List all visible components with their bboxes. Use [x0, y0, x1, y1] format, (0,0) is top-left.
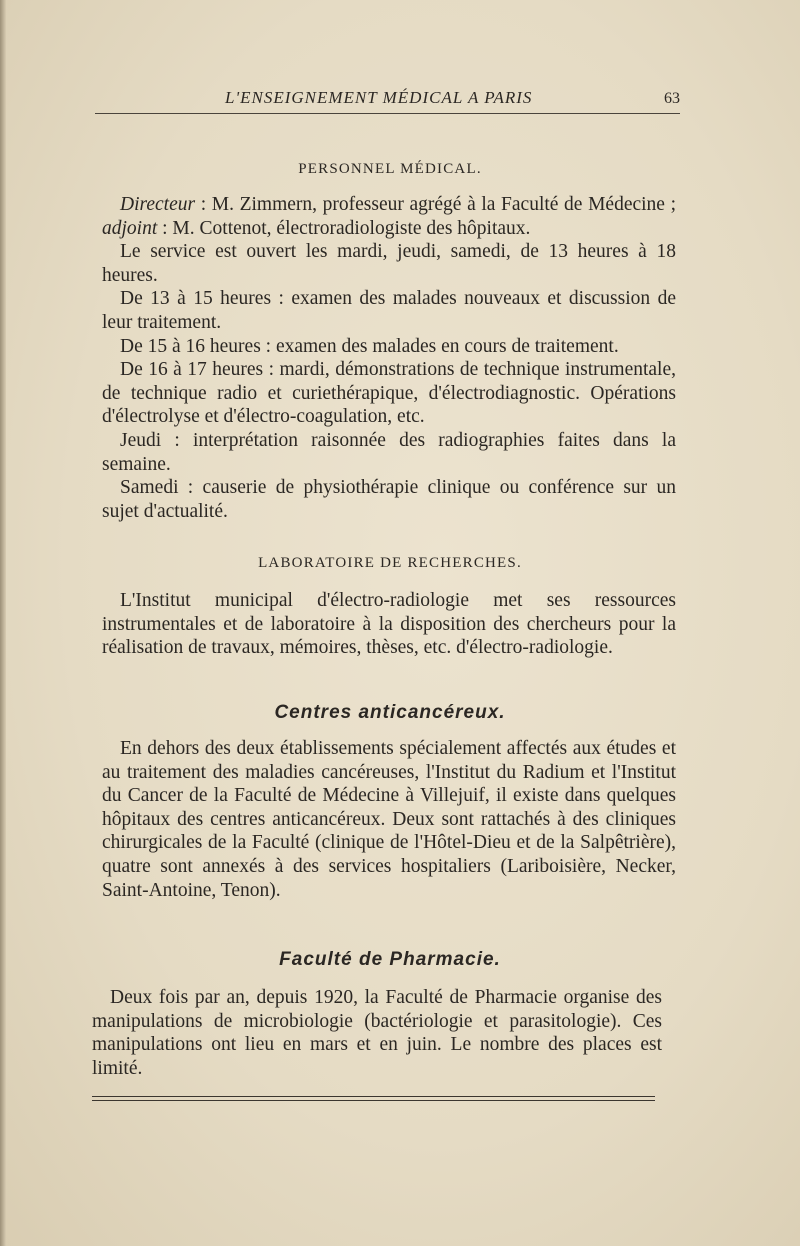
label-adjoint: adjoint: [102, 217, 158, 239]
paragraph-horaires: Le service est ouvert les mardi, jeudi, samedi, de 13 heures à 18 heures.: [102, 241, 676, 286]
heading-personnel-medical: PERSONNEL MÉDICAL.: [298, 161, 482, 177]
closing-rule-bottom: [92, 1100, 655, 1101]
heading-centres-anticancereux: Centres anticancéreux.: [274, 702, 506, 723]
centres-text-block: [102, 737, 676, 902]
header-rule: [95, 113, 680, 114]
paragraph-15-16: De 15 à 16 heures : examen des malades en cours de traitement.: [120, 335, 619, 357]
paragraph-institut-municipal: L'Institut municipal d'électro-radiologie met ses ressources instrumentales et de laboratoire à la disposition des chercheurs pour la réalisation de travaux, mémoires, thèses, etc. d'électro-radiologie.: [102, 590, 676, 659]
running-title: L'ENSEIGNEMENT MÉDICAL A PARIS: [225, 88, 533, 107]
paragraph-13-15: De 13 à 15 heures : examen des malades nouveaux et discussion de leur traitement.: [102, 288, 676, 333]
paragraph-centres: En dehors des deux établissements spécialement affectés aux études et au traitement des maladies cancéreuses, l'Institut du Radium et l'Institut du Cancer de la Faculté de Médecine à Villejuif, il existe dans quelques hôpitaux des centres anticancéreux. Deux sont rattachés à des cliniques chirurgicales de la Faculté (clinique de l'Hôtel-Dieu et de la Salpêtrière), quatre sont annexés à des services hospitaliers (Lariboisière, Necker, Saint-Antoine, Tenon).: [102, 738, 676, 901]
running-head: [95, 88, 680, 112]
adjoint-text: : M. Cottenot, électroradiologiste des hôpitaux.: [157, 217, 531, 239]
page-number: 63: [664, 90, 680, 107]
paragraph-samedi: Samedi : causerie de physiothérapie clinique ou conférence sur un sujet d'actualité.: [102, 477, 676, 522]
closing-rule-top: [92, 1096, 655, 1097]
directeur-text: : M. Zimmern, professeur agrégé à la Faculté de Médecine ;: [195, 194, 676, 215]
page-binding-edge: [0, 0, 6, 1246]
paragraph-jeudi: Jeudi : interprétation raisonnée des radiographies faites dans la semaine.: [102, 429, 676, 475]
pharmacie-text-block: [92, 986, 662, 1080]
heading-laboratoire: LABORATOIRE DE RECHERCHES.: [258, 555, 522, 571]
laboratoire-text-block: [102, 589, 676, 660]
paragraph-directeur: [102, 193, 676, 240]
paragraph-16-17: De 16 à 17 heures : mardi, démonstrations de technique instrumentale, de technique radio et curiethérapique, d'électrodiagnostic. Opérations d'électrolyse et d'électro-coagulation, etc.: [102, 359, 676, 428]
paragraph-pharmacie: Deux fois par an, depuis 1920, la Faculté de Pharmacie organise des manipulations de microbiologie (bactériologie et parasitologie). Ces manipulations ont lieu en mars et en juin. Le nombre des places est limité.: [92, 987, 662, 1079]
label-directeur: Directeur: [120, 194, 196, 215]
personnel-text-block: [102, 193, 676, 523]
heading-faculte-pharmacie: Faculté de Pharmacie.: [279, 949, 501, 970]
